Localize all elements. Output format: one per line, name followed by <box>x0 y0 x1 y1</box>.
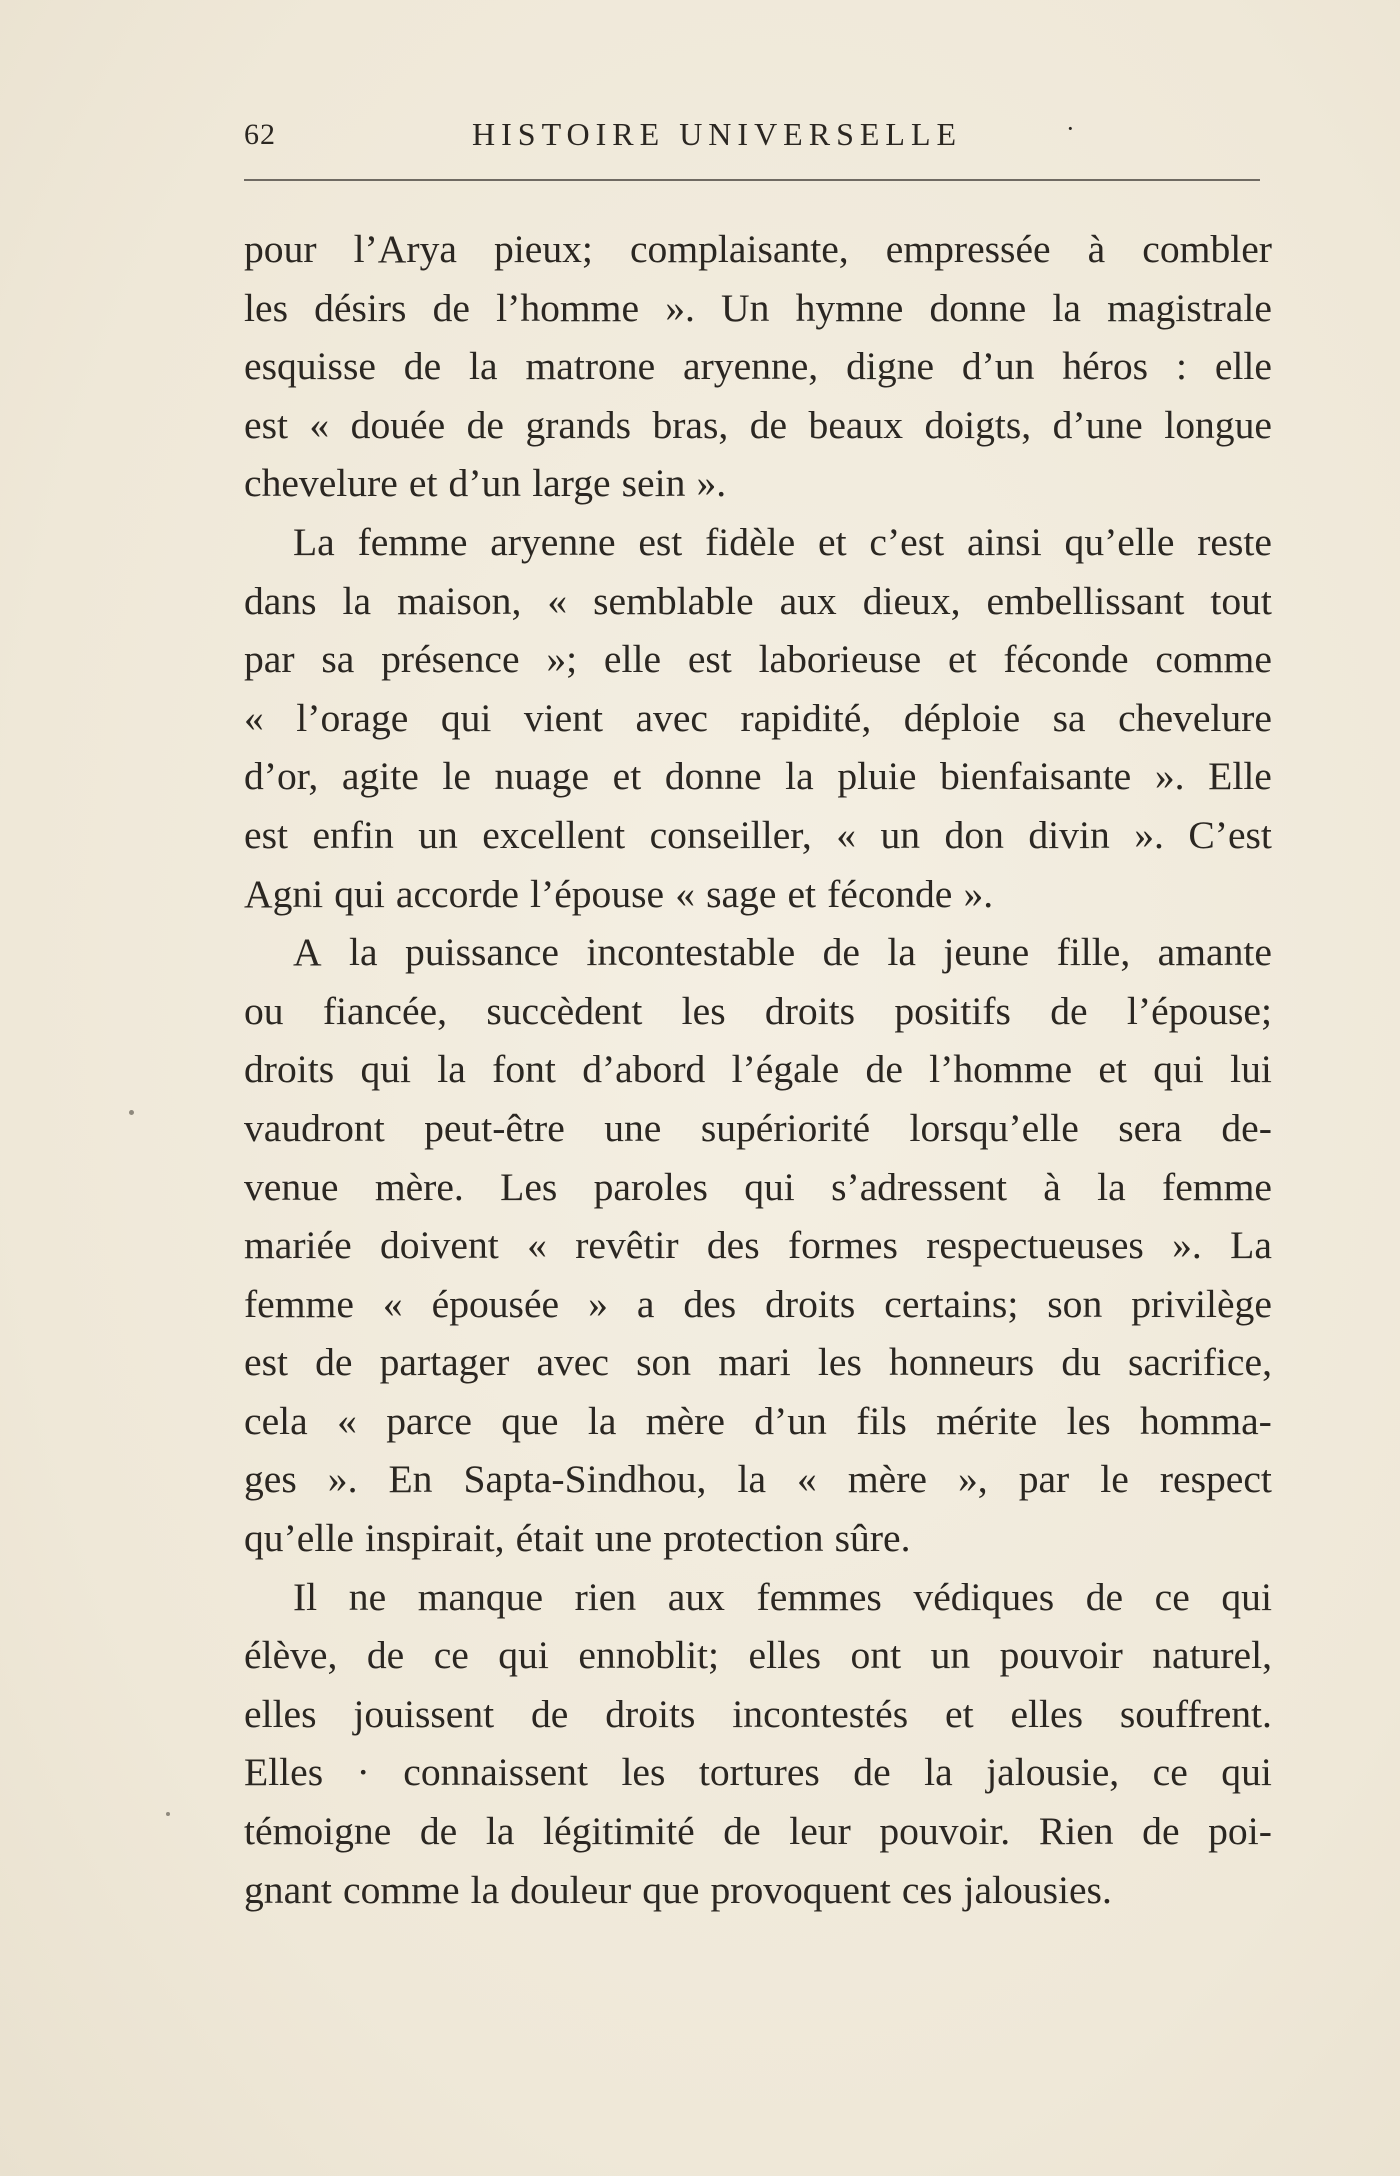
text-line: qu’elle inspirait, était une protection sûre. <box>244 1516 911 1561</box>
text-line: mariée doivent « revêtir des formes respectueuses ». La <box>244 1223 1272 1268</box>
text-line: esquisse de la matrone aryenne, digne d’un héros : elle <box>244 344 1272 389</box>
text-line: par sa présence »; elle est laborieuse et féconde comme <box>244 637 1272 682</box>
text-line: cela « parce que la mère d’un fils mérite les homma- <box>244 1398 1272 1443</box>
header-ornament: · <box>1066 114 1075 143</box>
running-head <box>244 112 1260 160</box>
text-line: dans la maison, « semblable aux dieux, embellissant tout <box>244 578 1272 623</box>
text-line: d’or, agite le nuage et donne la pluie bienfaisante ». Elle <box>244 754 1272 799</box>
text-line: ou fiancée, succèdent les droits positifs de l’épouse; <box>244 988 1272 1033</box>
text-line: témoigne de la légitimité de leur pouvoir. Rien de poi- <box>244 1809 1272 1854</box>
running-title: HISTOIRE UNIVERSELLE <box>472 116 963 152</box>
paper-speck <box>129 1110 134 1115</box>
header-rule <box>244 179 1260 181</box>
text-line: Agni qui accorde l’épouse « sage et féconde ». <box>244 871 994 916</box>
text-line: est « douée de grands bras, de beaux doigts, d’une longue <box>244 402 1272 447</box>
text-line: La femme aryenne est fidèle et c’est ainsi qu’elle reste <box>293 519 1272 564</box>
text-line: elles jouissent de droits incontestés et elles souffrent. <box>244 1691 1272 1736</box>
text-line: femme « épousée » a des droits certains; son privilège <box>244 1281 1272 1326</box>
text-line: est enfin un excellent conseiller, « un don divin ». C’est <box>244 812 1272 857</box>
text-line: A la puissance incontestable de la jeune fille, amante <box>293 930 1272 975</box>
text-line: élève, de ce qui ennoblit; elles ont un pouvoir naturel, <box>244 1633 1272 1678</box>
text-line: les désirs de l’homme ». Un hymne donne la magistrale <box>244 285 1272 330</box>
page-number: 62 <box>244 118 276 151</box>
text-line: Il ne manque rien aux femmes védiques de ce qui <box>293 1574 1272 1619</box>
text-line: pour l’Arya pieux; complaisante, empressée à combler <box>244 227 1272 271</box>
text-line: « l’orage qui vient avec rapidité, déploie sa chevelure <box>244 695 1272 740</box>
text-line: vaudront peut-être une supériorité lorsqu’elle sera de- <box>244 1105 1272 1150</box>
text-line: venue mère. Les paroles qui s’adressent à la femme <box>244 1164 1272 1209</box>
text-line: Elles · connaissent les tortures de la jalousie, ce qui <box>244 1750 1272 1795</box>
text-line: gnant comme la douleur que provoquent ces jalousies. <box>244 1867 1112 1912</box>
text-line: ges ». En Sapta-Sindhou, la « mère », par le respect <box>244 1457 1272 1502</box>
text-line: est de partager avec son mari les honneurs du sacrifice, <box>244 1340 1272 1385</box>
paper-speck <box>166 1812 170 1816</box>
text-line: chevelure et d’un large sein ». <box>244 461 727 506</box>
text-line: droits qui la font d’abord l’égale de l’homme et qui lui <box>244 1047 1272 1092</box>
body-text <box>244 220 1272 1919</box>
